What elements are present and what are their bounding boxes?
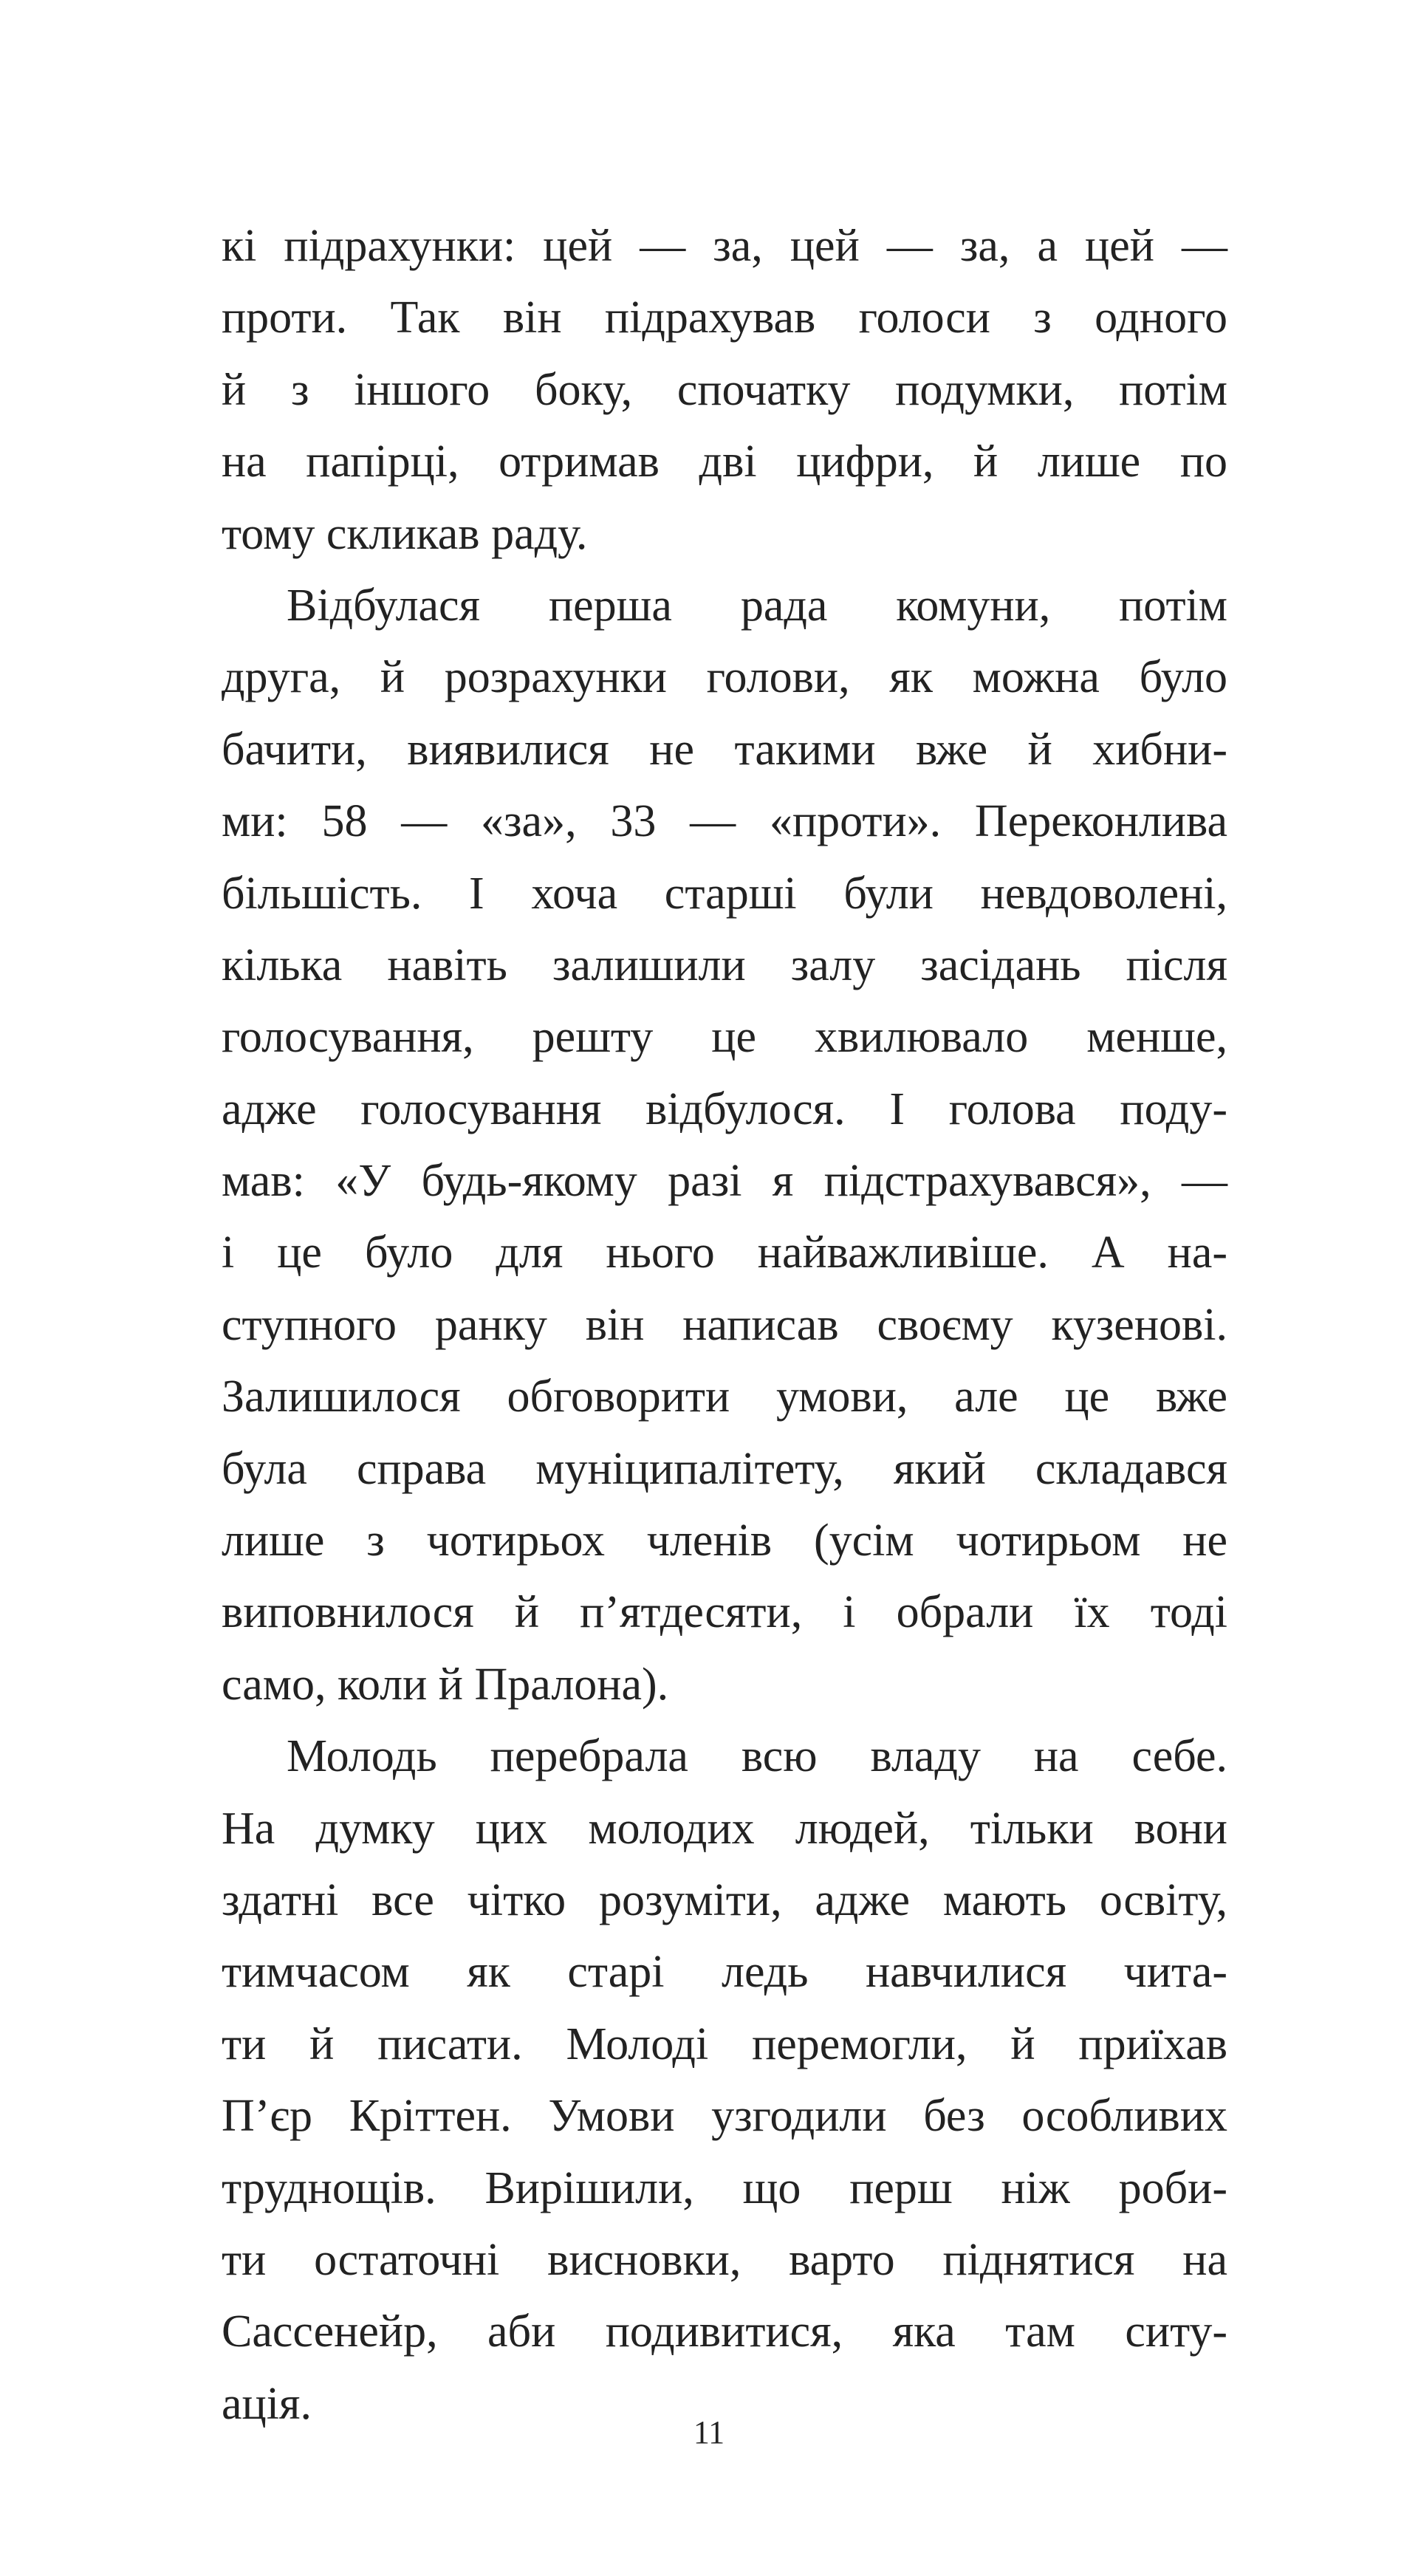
text-line: проти. Так він підрахував голоси з одного — [222, 292, 1227, 343]
page-body-text — [222, 210, 1227, 2440]
text-line: лише з чотирьох членів (усім чотирьом не — [222, 1515, 1227, 1566]
text-line: Залишилося обговорити умови, але це вже — [222, 1371, 1227, 1422]
text-line: і це було для нього найважливіше. А на- — [222, 1227, 1227, 1278]
text-line: голосування, решту це хвилювало менше, — [222, 1012, 1227, 1063]
text-line: бачити, виявилися не такими вже й хибни- — [222, 724, 1227, 775]
text-line: ти й писати. Молоді перемогли, й приїхав — [222, 2018, 1227, 2069]
text-line: ти остаточні висновки, варто піднятися на — [222, 2234, 1227, 2285]
text-line: виповнилося й п’ятдесяти, і обрали їх тоді — [222, 1587, 1227, 1638]
text-line: П’єр Кріттен. Умови узгодили без особливих — [222, 2091, 1227, 2142]
paragraph — [222, 1721, 1227, 2440]
text-line: друга, й розрахунки голови, як можна було — [222, 652, 1227, 703]
paragraph — [222, 210, 1227, 570]
paragraph — [222, 570, 1227, 1721]
text-line: Відбулася перша рада комуни, потім — [287, 580, 1227, 631]
text-line: само, коли й Пралона). — [222, 1659, 669, 1710]
text-line: на папірці, отримав дві цифри, й лише по — [222, 436, 1227, 487]
text-line: більшість. І хоча старші були невдоволені, — [222, 868, 1227, 919]
text-line: здатні все чітко розуміти, адже мають освіту, — [222, 1874, 1227, 1925]
text-line: Молодь перебрала всю владу на себе. — [287, 1731, 1227, 1782]
text-line: тимчасом як старі ледь навчилися чита- — [222, 1947, 1227, 1998]
text-line: тому скликав раду. — [222, 508, 588, 559]
text-line: була справа муніципалітету, який складався — [222, 1443, 1227, 1494]
text-line: Сассенейр, аби подивитися, яка там ситу- — [222, 2306, 1227, 2357]
text-line: адже голосування відбулося. І голова поду- — [222, 1083, 1227, 1134]
text-line: ми: 58 — «за», 33 — «проти». Переконлива — [222, 796, 1227, 847]
text-line: мав: «У будь-якому разі я підстрахувався», — — [222, 1156, 1227, 1207]
text-line: кі підрахунки: цей — за, цей — за, а цей — — [222, 221, 1227, 271]
text-line: кілька навіть залишили залу засідань після — [222, 939, 1227, 990]
text-line: ступного ранку він написав своєму кузенові. — [222, 1299, 1227, 1350]
text-line: ація. — [222, 2378, 312, 2429]
text-line: На думку цих молодих людей, тільки вони — [222, 1803, 1227, 1854]
text-line: труднощів. Вирішили, що перш ніж роби- — [222, 2162, 1227, 2213]
page-number: 11 — [693, 2414, 725, 2450]
text-line: й з іншого боку, спочатку подумки, потім — [222, 364, 1227, 415]
